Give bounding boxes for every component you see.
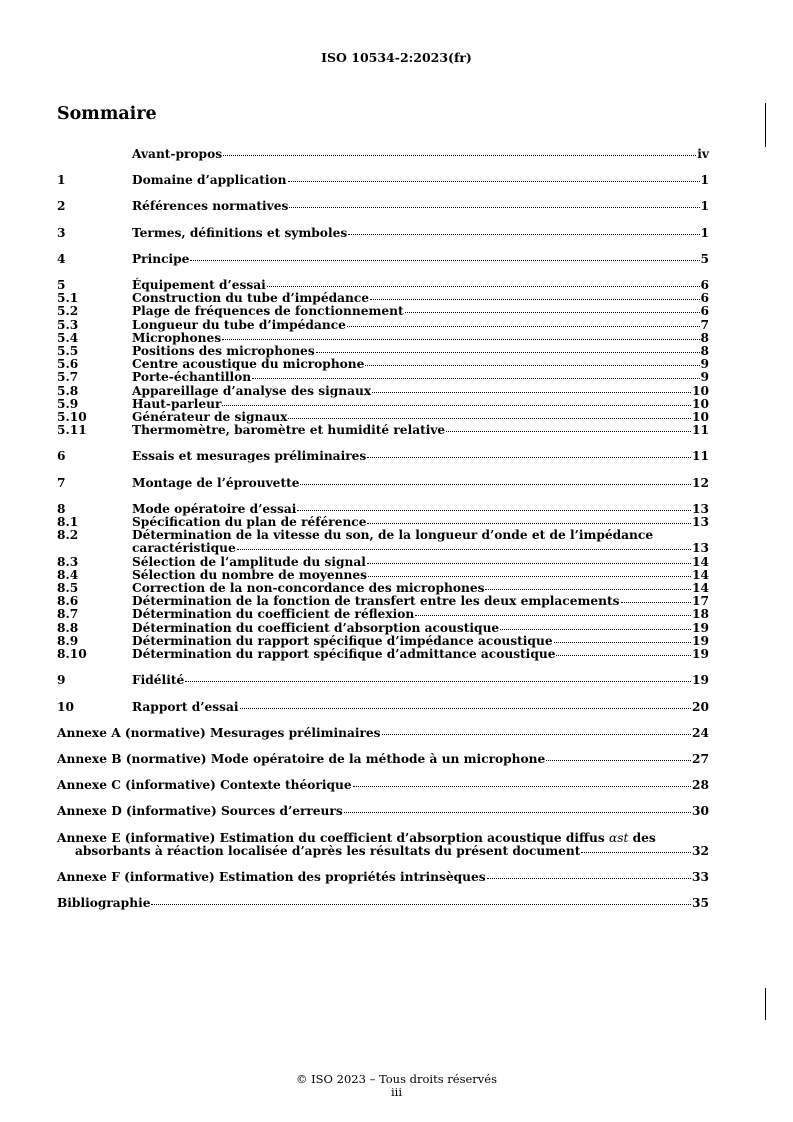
toc-entry-label: Détermination du coefficient de réflexion [132,607,415,622]
toc-entry-label: Essais et mesurages préliminaires [132,449,367,464]
toc-entry-number: 8.4 [57,567,79,582]
toc-entry-label: Sélection de l’amplitude du signal [132,554,366,569]
toc-entry-label: Centre acoustique du microphone [132,357,365,372]
toc-entry[interactable] [57,385,709,398]
toc-entry-number: 5.5 [57,344,79,359]
toc-entry-number: 5.7 [57,370,79,385]
toc-entry-page: 1 [700,199,709,214]
toc-entry-number: 8.9 [57,633,79,648]
toc-entry-page: 19 [692,673,709,688]
page-number: iii [390,1085,403,1099]
dot-leader [446,431,691,432]
dot-leader [267,286,700,287]
dot-leader [222,405,691,406]
annex-entry[interactable] [57,832,709,845]
annex-entry-page: 30 [692,804,709,819]
dot-leader [405,312,700,313]
toc-entry-page: 11 [692,449,709,464]
toc-entry-number: 1 [57,173,66,188]
annex-entry-label: Annexe F (informative) Estimation des propriétés intrinsèques [57,869,486,884]
dot-leader [190,260,699,261]
toc-entry-page: 13 [692,515,709,530]
toc-entry-page: 10 [692,410,709,425]
annex-entry-label: Bibliographie [57,896,151,911]
annex-entry[interactable] [57,753,709,766]
toc-entry[interactable] [57,450,709,463]
annex-entry-page: 27 [692,751,709,766]
dot-leader [347,326,700,327]
annex-entry-page: 35 [692,896,709,911]
dot-leader [621,602,692,603]
dot-leader [185,681,691,682]
toc-entry-page: 14 [692,554,709,569]
dot-leader [151,904,691,905]
toc-entry-label: Détermination de la fonction de transfert entre les deux emplacements [132,594,620,609]
dot-leader [368,576,691,577]
toc-entry-page: 12 [692,475,709,490]
dot-leader [252,378,699,379]
annex-entry-label: Annexe C (informative) Contexte théorique [57,778,352,793]
toc-entry-page: 6 [700,304,709,319]
toc-entry-number: 9 [57,673,66,688]
toc-entry-label: Détermination du coefficient d’absorption acoustique [132,620,500,635]
toc-entry-page: 1 [700,173,709,188]
toc-entry-number: 8.2 [57,528,79,543]
dot-leader [316,352,700,353]
annex-entry-page: 24 [692,725,709,740]
toc-entry-number: 5.2 [57,304,79,319]
annex-entry-label-line2: absorbants à réaction localisée d’après les résultats du présent document [75,843,581,858]
toc-entry-page: 13 [692,541,709,556]
dot-leader [288,418,691,419]
toc-entry[interactable] [57,200,709,213]
toc-entry-number: 5.1 [57,291,79,306]
annex-entry-label: Annexe B (normative) Mode opératoire de la méthode à un microphone [57,751,546,766]
dot-leader [382,734,691,735]
table-of-contents [57,148,709,910]
toc-entry-page: 11 [692,423,709,438]
toc-entry-label: Porte-échantillon [132,370,252,385]
dot-leader [372,392,691,393]
dot-leader [223,155,696,156]
change-bar-bottom [765,988,766,1020]
dot-leader [415,615,691,616]
toc-entry-label: Détermination du rapport spécifique d’impédance acoustique [132,633,553,648]
dot-leader [240,708,691,709]
toc-entry[interactable] [57,424,709,437]
dot-leader [237,549,691,550]
toc-entry[interactable] [57,674,709,687]
toc-entry-label: Fidélité [132,673,185,688]
toc-entry-label: Plage de fréquences de fonctionnement [132,304,404,319]
toc-entry-label: Références normatives [132,199,289,214]
toc-entry-number: 8.1 [57,515,79,530]
toc-entry-page: 6 [700,291,709,306]
toc-entry-number: 5 [57,278,66,293]
annex-entry-label-text: Annexe E (informative) Estimation du coefficient d’absorption acoustique diffus [57,830,610,845]
toc-entry-label: Générateur de signaux [132,410,288,425]
toc-entry-label: Mode opératoire d’essai [132,501,297,516]
toc-entry-page: 19 [692,620,709,635]
annex-entry-page: 32 [692,843,709,858]
toc-entry-page: 5 [700,251,709,266]
toc-entry-label: Positions des microphones [132,344,315,359]
toc-entry-number: 10 [57,699,74,714]
toc-entry-number: 5.8 [57,383,79,398]
toc-entry[interactable] [57,622,709,635]
toc-entry-page: 9 [700,357,709,372]
dot-leader [370,299,699,300]
toc-entry-label: Correction de la non-concordance des microphones [132,581,485,596]
annex-entry[interactable] [57,779,709,792]
toc-entry[interactable] [57,319,709,332]
toc-entry[interactable] [57,227,709,240]
toc-entry[interactable] [57,305,709,318]
toc-entry-page: 14 [692,567,709,582]
toc-entry-number: 6 [57,449,66,464]
toc-entry[interactable] [57,174,709,187]
annex-entry-label-end: des [628,830,656,845]
toc-entry-number: 5.11 [57,423,87,438]
dot-leader [300,484,691,485]
toc-entry-number: 5.10 [57,410,87,425]
annex-entry-label: Annexe D (informative) Sources d’erreurs [57,804,343,819]
toc-entry-label: Avant-propos [132,147,223,161]
annex-entry[interactable] [57,871,709,884]
dot-leader [344,812,691,813]
toc-entry-label: Sélection du nombre de moyennes [132,567,368,582]
toc-entry-label: Termes, définitions et symboles [132,225,348,240]
toc-entry-label: Principe [132,251,190,266]
dot-leader [365,365,699,366]
toc-entry-continuation[interactable] [57,542,709,555]
dot-leader [367,457,691,458]
toc-entry-label: Longueur du tube d’impédance [132,317,346,332]
copyright-notice: © ISO 2023 – Tous droits réservés [295,1072,497,1086]
toc-entry-number: 4 [57,251,66,266]
toc-entry-number: 8.10 [57,647,87,662]
toc-entry-label: Détermination du rapport spécifique d’admittance acoustique [132,647,556,662]
dot-leader [222,339,699,340]
toc-entry[interactable] [57,701,709,714]
toc-entry-label: Construction du tube d’impédance [132,291,370,306]
dot-leader [581,852,691,853]
annex-entry-label: Annexe A (normative) Mesurages préliminaires [57,725,381,740]
toc-entry-page: 13 [692,501,709,516]
dot-leader [500,629,691,630]
toc-entry-label: Montage de l’éprouvette [132,475,300,490]
dot-leader [297,510,691,511]
dot-leader [289,207,699,208]
toc-entry-label: Thermomètre, baromètre et humidité relative [132,423,446,438]
annex-entry[interactable] [57,805,709,818]
toc-entry-number: 3 [57,225,66,240]
toc-entry[interactable] [57,148,709,161]
toc-entry-label: Spécification du plan de référence [132,515,367,530]
toc-entry-number: 8.3 [57,554,79,569]
toc-entry-label: Rapport d’essai [132,699,239,714]
toc-entry-page: 18 [692,607,709,622]
toc-entry-number: 8.6 [57,594,79,609]
toc-entry-number: 5.6 [57,357,79,372]
page-title: Sommaire [57,104,157,124]
toc-entry-number: 8 [57,501,66,516]
toc-entry-label: Équipement d’essai [132,278,266,293]
toc-entry-page: 19 [692,633,709,648]
toc-entry-page: 9 [700,370,709,385]
toc-entry-page: 1 [700,225,709,240]
dot-leader [367,523,691,524]
toc-entry-page: 19 [692,647,709,662]
toc-entry-page: 8 [700,330,709,345]
annex-entry-page: 28 [692,778,709,793]
annex-entry-continuation[interactable] [57,845,709,858]
toc-entry[interactable] [57,608,709,621]
document-header: ISO 10534-2:2023(fr) [321,50,472,65]
annex-entry-label [57,832,656,845]
dot-leader [546,760,691,761]
toc-entry-label: Domaine d’application [132,173,287,188]
toc-entry-number: 7 [57,475,66,490]
toc-entry-label: Microphones [132,330,222,345]
toc-entry-number: 5.4 [57,330,79,345]
toc-entry-number: 2 [57,199,66,214]
toc-entry-number: 8.8 [57,620,79,635]
dot-leader [353,786,691,787]
toc-entry[interactable] [57,556,709,569]
toc-entry[interactable] [57,253,709,266]
toc-entry-page: 17 [692,594,709,609]
annex-entry[interactable] [57,727,709,740]
dot-leader [348,234,699,235]
toc-entry-number: 5.9 [57,396,79,411]
toc-entry-page: 7 [700,317,709,332]
annex-entry-page: 33 [692,869,709,884]
toc-entry-page: 8 [700,344,709,359]
dot-leader [367,563,691,564]
toc-entry[interactable] [57,477,709,490]
alpha-st-symbol: αst [609,830,629,845]
dot-leader [288,181,700,182]
toc-entry[interactable] [57,648,709,661]
toc-entry[interactable] [57,371,709,384]
toc-entry-number: 8.5 [57,581,79,596]
toc-entry-number: 8.7 [57,607,79,622]
page-footer [0,1073,793,1099]
toc-entry-page: 6 [700,278,709,293]
dot-leader [485,589,691,590]
dot-leader [554,642,691,643]
toc-entry-page: 20 [692,699,709,714]
toc-entry-page: 10 [692,396,709,411]
toc-entry-page: 10 [692,383,709,398]
toc-entry-label-line2: caractéristique [132,541,236,556]
toc-entry-label: Appareillage d’analyse des signaux [132,383,372,398]
dot-leader [487,878,691,879]
toc-entry-number: 5.3 [57,317,79,332]
toc-entry-label: Détermination de la vitesse du son, de la longueur d’onde et de l’impédance [132,528,654,543]
dot-leader [556,655,691,656]
toc-entry-label: Haut-parleur [132,396,222,411]
toc-entry-page: 14 [692,581,709,596]
toc-entry-page: iv [697,147,709,161]
bibliography-entry[interactable] [57,897,709,910]
change-bar-top [765,103,766,147]
